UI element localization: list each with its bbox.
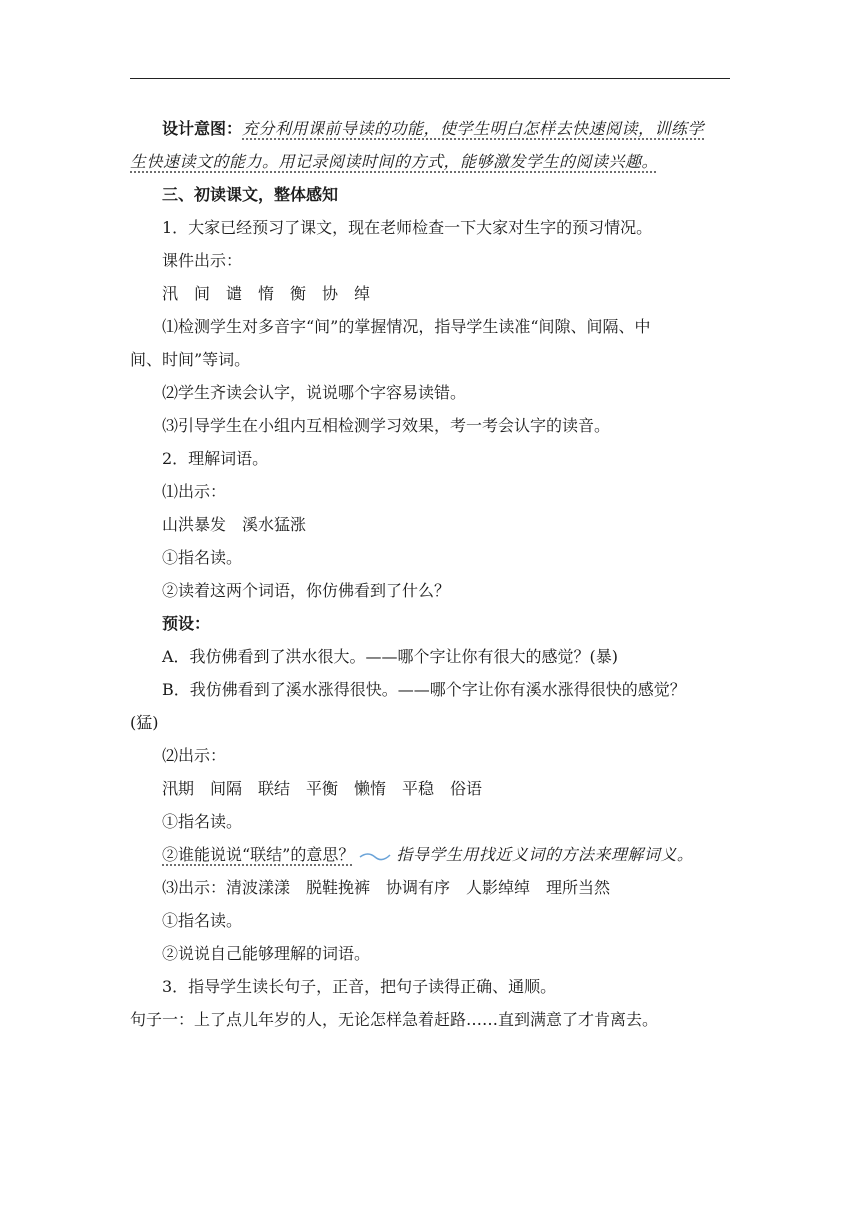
show-3: ⑵出示：	[162, 746, 227, 765]
ask-2-row	[130, 838, 730, 871]
item-3: 3．指导学生读长句子，正音，把句子读得正确、通顺。	[162, 977, 557, 996]
show-2: ⑴出示：	[162, 482, 227, 501]
squiggle-mark-icon	[358, 849, 392, 863]
design-intent-label: 设计意图：	[162, 119, 243, 138]
preset-b-line-1: B．我仿佛看到了溪水涨得很快。——哪个字让你有溪水涨得很快的感觉？	[162, 680, 686, 699]
show-1: 课件出示：	[162, 251, 243, 270]
design-intent-text-2: 生快速读文的能力。用记录阅读时间的方式，能够激发学生的阅读兴趣。	[130, 152, 659, 171]
sub-1-line-1: ⑴检测学生对多音字“间”的掌握情况，指导学生读准“间隙、间隔、中	[162, 317, 651, 336]
design-intent-text-1: 充分利用课前导读的功能，使学生明白怎样去快速阅读，训练学	[242, 119, 705, 138]
preset-a: A．我仿佛看到了洪水很大。——哪个字让你有很大的感觉？(暴)	[162, 647, 619, 666]
words-2: 汛期 间隔 联结 平衡 懒惰 平稳 俗语	[162, 779, 483, 798]
preset-label: 预设：	[162, 614, 211, 633]
read-1: ①指名读。	[162, 548, 243, 567]
sub-2: ⑵学生齐读会认字，说说哪个字容易读错。	[162, 383, 467, 402]
ask-2-note: 指导学生用找近义词的方法来理解词义。	[396, 845, 694, 864]
words-1: 山洪暴发 溪水猛涨	[162, 515, 307, 534]
ask-2: ②谁能说说“联结”的意思？	[162, 845, 355, 864]
sub-3: ⑶引导学生在小组内互相检测学习效果，考一考会认字的读音。	[162, 416, 611, 435]
sub-1-line-2: 间、时间”等词。	[130, 350, 251, 369]
ask-3: ②说说自己能够理解的词语。	[162, 944, 371, 963]
read-3: ①指名读。	[162, 911, 243, 930]
ask-1: ②读着这两个词语，你仿佛看到了什么？	[162, 581, 451, 600]
section-heading: 三、初读课文，整体感知	[162, 185, 339, 204]
item-2: 2．理解词语。	[162, 449, 269, 468]
preset-b-line-2: (猛)	[130, 713, 159, 732]
design-intent	[130, 112, 730, 145]
read-2: ①指名读。	[162, 812, 243, 831]
document-body	[130, 112, 730, 1036]
design-intent-cont	[130, 145, 730, 178]
sentence-1: 句子一：上了点儿年岁的人，无论怎样急着赶路……直到满意了才肯离去。	[130, 1010, 659, 1029]
character-list: 汛 间 谴 惰 衡 协 绰	[162, 284, 371, 303]
item-1: 1．大家已经预习了课文，现在老师检查一下大家对生字的预习情况。	[162, 218, 653, 237]
show-4: ⑶出示：清波漾漾 脱鞋挽裤 协调有序 人影绰绰 理所当然	[162, 878, 611, 897]
header-rule	[130, 78, 730, 79]
